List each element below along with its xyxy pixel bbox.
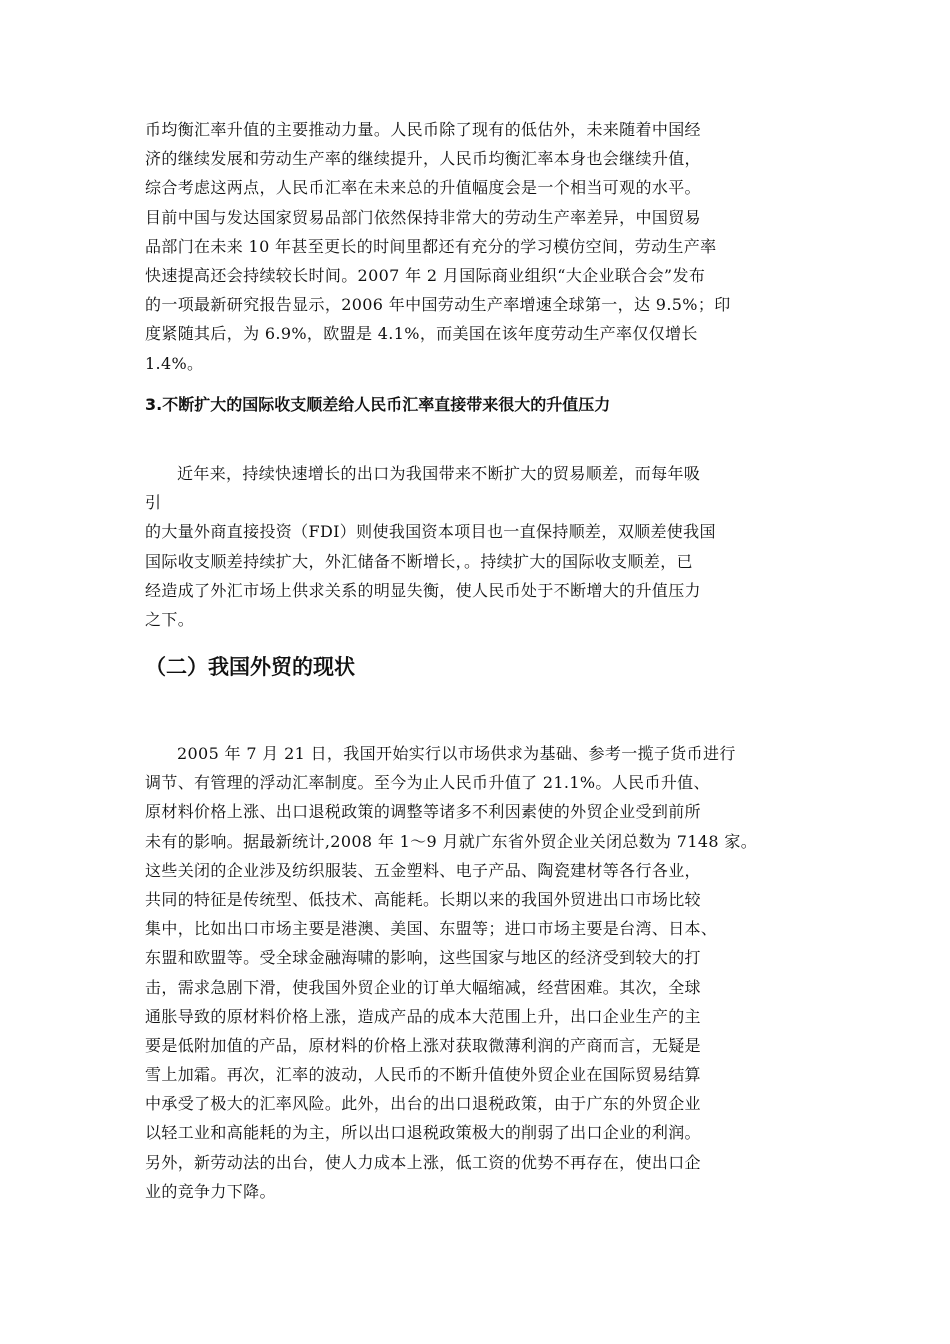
paragraph-line: 快速提高还会持续较长时间。2007 年 2 月国际商业组织“大企业联合会”发布 (145, 265, 706, 285)
paragraph-line: 综合考虑这两点，人民币汇率在未来总的升值幅度会是一个相当可观的水平。 (145, 178, 701, 198)
paragraph-line: 共同的特征是传统型、低技术、高能耗。长期以来的我国外贸进出口市场比较 (145, 889, 701, 909)
paragraph-line: 要是低附加值的产品，原材料的价格上涨对获取微薄利润的产商而言，无疑是 (145, 1035, 701, 1055)
paragraph-line: 济的继续发展和劳动生产率的继续提升，人民币均衡汇率本身也会继续升值， (145, 149, 701, 169)
paragraph-line: 雪上加霜。再次，汇率的波动，人民币的不断升值使外贸企业在国际贸易结算 (145, 1065, 701, 1085)
paragraph-line: 未有的影响。据最新统计,2008 年 1～9 月就广东省外贸企业关闭总数为 7148 家。 (145, 831, 758, 851)
paragraph-line: 2005 年 7 月 21 日，我国开始实行以市场供求为基础、参考一揽子货币进行 (177, 744, 736, 763)
paragraph-line: 中承受了极大的汇率风险。此外，出台的出口退税政策，由于广东的外贸企业 (145, 1094, 701, 1114)
paragraph-line: 经造成了外汇市场上供求关系的明显失衡，使人民币处于不断增大的升值压力 (145, 580, 701, 600)
paragraph-line: 国际收支顺差持续扩大，外汇储备不断增长，。持续扩大的国际收支顺差，已 (145, 551, 693, 571)
paragraph-line: 的一项最新研究报告显示，2006 年中国劳动生产率增速全球第一，达 9.5%；印 (145, 295, 731, 315)
paragraph-line: 这些关闭的企业涉及纺织服装、五金塑料、电子产品、陶瓷建材等各行各业， (145, 860, 701, 880)
paragraph-line: 近年来，持续快速增长的出口为我国带来不断扩大的贸易顺差，而每年吸 (177, 464, 701, 483)
paragraph-line: 的大量外商直接投资（FDI）则使我国资本项目也一直保持顺差，双顺差使我国 (145, 522, 716, 542)
paragraph-1 (145, 115, 810, 378)
paragraph-line: 以轻工业和高能耗的为主，所以出口退税政策极大的削弱了出口企业的利润。 (145, 1123, 701, 1143)
paragraph-line: 另外，新劳动法的出台，使人力成本上涨，低工资的优势不再存在，使出口企 (145, 1152, 701, 1172)
paragraph-2 (145, 459, 810, 634)
paragraph-3 (145, 739, 810, 1206)
paragraph-line: 调节、有管理的浮动汇率制度。至今为止人民币升值了 21.1%。人民币升值、 (145, 773, 710, 793)
paragraph-line: 币均衡汇率升值的主要推动力量。人民币除了现有的低估外，未来随着中国经 (145, 120, 701, 139)
paragraph-line: 通胀导致的原材料价格上涨，造成产品的成本大范围上升，出口企业生产的主 (145, 1006, 701, 1026)
paragraph-line: 目前中国与发达国家贸易品部门依然保持非常大的劳动生产率差异，中国贸易 (145, 207, 701, 227)
paragraph-line: 之下。 (145, 609, 195, 629)
paragraph-line: 东盟和欧盟等。受全球金融海啸的影响，这些国家与地区的经济受到较大的打 (145, 948, 701, 968)
paragraph-line: 原材料价格上涨、出口退税政策的调整等诸多不利因素使的外贸企业受到前所 (145, 802, 701, 822)
paragraph-line: 1.4%。 (145, 353, 204, 373)
subsection-heading: 3.不断扩大的国际收支顺差给人民币汇率直接带来很大的升值压力 (145, 395, 611, 414)
paragraph-line: 度紧随其后，为 6.9%，欧盟是 4.1%，而美国在该年度劳动生产率仅仅增长 (145, 324, 698, 344)
paragraph-line: 业的竞争力下降。 (145, 1181, 276, 1201)
section-title: （二）我国外贸的现状 (145, 655, 355, 679)
paragraph-line: 引 (145, 493, 162, 513)
paragraph-line: 品部门在未来 10 年甚至更长的时间里都还有充分的学习模仿空间，劳动生产率 (145, 236, 717, 256)
paragraph-line: 集中，比如出口市场主要是港澳、美国、东盟等；进口市场主要是台湾、日本、 (145, 919, 718, 939)
paragraph-line: 击，需求急剧下滑，使我国外贸企业的订单大幅缩减，经营困难。其次，全球 (145, 977, 701, 997)
